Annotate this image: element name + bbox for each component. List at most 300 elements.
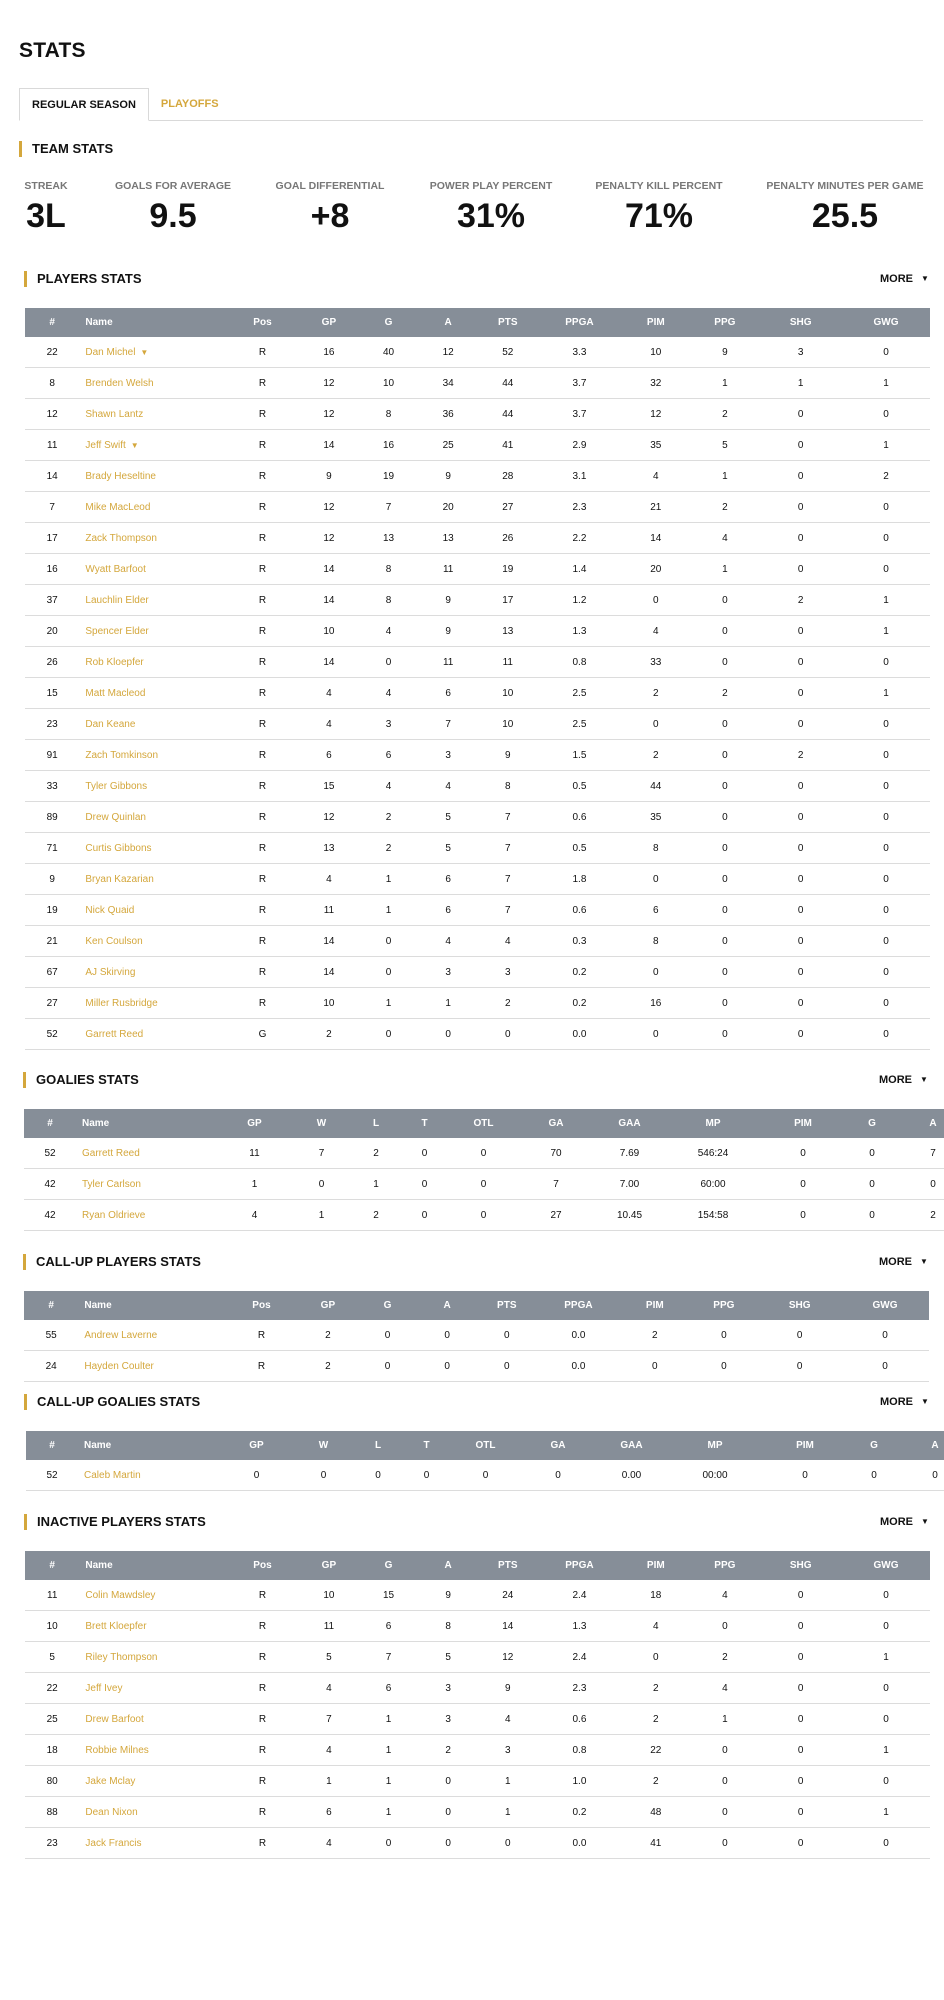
- player-name-link[interactable]: Jeff Ivey: [85, 1682, 123, 1694]
- stat-cell-num: 27: [25, 988, 79, 1019]
- stat-cell-shg: 0: [759, 957, 842, 988]
- column-header[interactable]: #: [24, 1109, 76, 1138]
- table-row: [25, 771, 930, 802]
- player-name-link[interactable]: Garrett Reed: [85, 1028, 144, 1040]
- column-header[interactable]: A: [418, 1551, 478, 1580]
- stat-cell-shg: 0: [759, 1704, 842, 1735]
- player-name-cell: [79, 895, 225, 926]
- stat-cell-pos: R: [226, 988, 299, 1019]
- column-header[interactable]: Name: [79, 1551, 225, 1580]
- stat-cell-pos: R: [226, 957, 299, 988]
- stat-cell-pts: 0: [477, 1351, 537, 1382]
- stat-cell-num: 19: [25, 895, 79, 926]
- stat-cell-pts: 4: [478, 926, 538, 957]
- player-name-link[interactable]: Hayden Coulter: [84, 1360, 154, 1372]
- stat-cell-ppga: 2.9: [538, 430, 622, 461]
- stat-cell-gaa: 7.00: [592, 1169, 667, 1200]
- stat-cell-pim: 2: [621, 1704, 690, 1735]
- table-row: [25, 1704, 930, 1735]
- stat-cell-gp: 11: [299, 895, 359, 926]
- chevron-down-icon: ▼: [921, 1517, 929, 1526]
- column-header[interactable]: PIM: [761, 1431, 849, 1460]
- stat-cell-num: 8: [25, 368, 79, 399]
- column-header[interactable]: MP: [669, 1431, 761, 1460]
- column-header[interactable]: PIM: [621, 1551, 690, 1580]
- player-name-link[interactable]: Shawn Lantz: [85, 408, 144, 420]
- stat-cell-pim: 6: [621, 895, 690, 926]
- stat-cell-g: 10: [359, 368, 419, 399]
- column-header[interactable]: GWG: [842, 308, 930, 337]
- stat-cell-gp: 14: [299, 430, 359, 461]
- stat-cell-ppg: 0: [690, 926, 759, 957]
- stat-cell-pim: 16: [621, 988, 690, 1019]
- column-header[interactable]: A: [418, 308, 478, 337]
- stat-cell-g: 4: [359, 771, 419, 802]
- column-header[interactable]: GAA: [594, 1431, 669, 1460]
- column-header[interactable]: PIM: [621, 308, 690, 337]
- stat-cell-a: 0: [897, 1169, 944, 1200]
- player-name-link[interactable]: Dean Nixon: [85, 1806, 138, 1818]
- player-name-link[interactable]: Brady Heseltine: [85, 470, 156, 482]
- player-name-link[interactable]: Dan Keane: [85, 718, 136, 730]
- stat-cell-otl: 0: [449, 1460, 522, 1491]
- player-name-link[interactable]: Jack Francis: [85, 1837, 142, 1849]
- table-row: [25, 1580, 930, 1611]
- column-header[interactable]: OTL: [447, 1109, 520, 1138]
- stat-cell-pos: R: [226, 585, 299, 616]
- player-name-link[interactable]: Brenden Welsh: [85, 377, 154, 389]
- stat-cell-ppg: 0: [690, 647, 759, 678]
- team-stat-streak: [24, 180, 67, 234]
- stat-cell-t: 0: [404, 1460, 449, 1491]
- stat-cell-gp: 11: [216, 1138, 293, 1169]
- column-header[interactable]: PTS: [478, 1551, 538, 1580]
- team-stat-value: 25.5: [811, 197, 879, 235]
- player-name-link[interactable]: Caleb Martin: [84, 1469, 141, 1481]
- column-header[interactable]: GAA: [592, 1109, 667, 1138]
- player-name-link[interactable]: Drew Quinlan: [85, 811, 146, 823]
- column-header[interactable]: SHG: [758, 1291, 841, 1320]
- stat-cell-g: 4: [359, 678, 419, 709]
- team-stats-title: TEAM STATS: [19, 141, 113, 157]
- stat-cell-ga: 70: [520, 1138, 592, 1169]
- team-stats: [19, 180, 923, 240]
- player-name-link[interactable]: Wyatt Barfoot: [85, 563, 146, 575]
- column-header[interactable]: A: [899, 1431, 944, 1460]
- table-row: [24, 1138, 944, 1169]
- stat-cell-gp: 6: [299, 740, 359, 771]
- stat-cell-pts: 9: [478, 1673, 538, 1704]
- stat-cell-ppg: 2: [690, 492, 759, 523]
- stat-cell-a: 0: [418, 1019, 478, 1050]
- stat-cell-pts: 1: [478, 1766, 538, 1797]
- stat-cell-num: 21: [25, 926, 79, 957]
- stat-cell-pts: 26: [478, 523, 538, 554]
- stat-cell-pim: 21: [621, 492, 690, 523]
- stat-cell-pos: R: [226, 616, 299, 647]
- stat-cell-gp: 14: [299, 647, 359, 678]
- more-label: MORE: [879, 1074, 912, 1086]
- page-title: STATS: [19, 39, 86, 62]
- player-name-link[interactable]: Spencer Elder: [85, 625, 149, 637]
- stat-cell-ppga: 0.6: [538, 1704, 622, 1735]
- column-header[interactable]: Pos: [225, 1291, 298, 1320]
- stat-cell-gp: 0: [218, 1460, 295, 1491]
- callup-players-more-dropdown[interactable]: [879, 1256, 928, 1268]
- stat-cell-pts: 7: [478, 833, 538, 864]
- stat-cell-pos: R: [226, 895, 299, 926]
- stat-cell-ppg: 0: [690, 864, 759, 895]
- player-name-link[interactable]: Zach Tomkinson: [85, 749, 159, 761]
- stat-cell-pos: R: [226, 399, 299, 430]
- stat-cell-g: 0: [358, 1320, 418, 1351]
- stat-cell-ppg: 4: [690, 523, 759, 554]
- table-row: [25, 399, 930, 430]
- column-header[interactable]: L: [350, 1109, 402, 1138]
- stat-cell-ppg: 1: [690, 554, 759, 585]
- column-header[interactable]: W: [295, 1431, 352, 1460]
- player-name-link[interactable]: Jeff Swift: [85, 439, 126, 451]
- stat-cell-g: 6: [359, 740, 419, 771]
- stat-cell-num: 42: [24, 1200, 76, 1231]
- column-header[interactable]: T: [404, 1431, 449, 1460]
- column-header[interactable]: PPG: [690, 308, 759, 337]
- stat-cell-pts: 44: [478, 368, 538, 399]
- player-name-link[interactable]: Brett Kloepfer: [85, 1620, 147, 1632]
- team-stat-label: POWER PLAY PERCENT: [429, 180, 553, 192]
- stat-cell-gwg: 0: [841, 1351, 929, 1382]
- player-name-cell: [79, 988, 225, 1019]
- column-header[interactable]: G: [359, 1551, 419, 1580]
- callup-goalies-stats-title: CALL-UP GOALIES STATS: [24, 1394, 200, 1410]
- column-header[interactable]: PTS: [478, 308, 538, 337]
- table-row: [25, 430, 930, 461]
- player-name-link[interactable]: Riley Thompson: [85, 1651, 158, 1663]
- stat-cell-num: 16: [25, 554, 79, 585]
- stat-cell-pos: R: [226, 492, 299, 523]
- stat-cell-pts: 13: [478, 616, 538, 647]
- stat-cell-gwg: 0: [842, 833, 930, 864]
- stat-cell-g: 1: [359, 1797, 419, 1828]
- inactive-players-more-dropdown[interactable]: [880, 1516, 929, 1528]
- player-name-cell: [79, 1797, 225, 1828]
- stat-cell-g: 4: [359, 616, 419, 647]
- stat-cell-shg: 0: [759, 430, 842, 461]
- table-row: [25, 1797, 930, 1828]
- stat-cell-ppga: 1.3: [538, 616, 622, 647]
- stat-cell-gp: 12: [299, 802, 359, 833]
- column-header[interactable]: GWG: [842, 1551, 930, 1580]
- stat-cell-pim: 44: [621, 771, 690, 802]
- column-header[interactable]: #: [24, 1291, 78, 1320]
- stat-cell-pts: 41: [478, 430, 538, 461]
- player-name-link[interactable]: Tyler Carlson: [82, 1178, 141, 1190]
- stat-cell-pim: 2: [621, 1766, 690, 1797]
- column-header[interactable]: PPG: [690, 1551, 759, 1580]
- stat-cell-pts: 0: [477, 1320, 537, 1351]
- more-label: MORE: [879, 1256, 912, 1268]
- player-name-link[interactable]: Nick Quaid: [85, 904, 135, 916]
- stat-cell-g: 3: [359, 709, 419, 740]
- stat-cell-pts: 8: [478, 771, 538, 802]
- column-header[interactable]: PTS: [477, 1291, 537, 1320]
- player-name-cell: [78, 1351, 224, 1382]
- player-name-link[interactable]: Robbie Milnes: [85, 1744, 149, 1756]
- stat-cell-gp: 6: [299, 1797, 359, 1828]
- player-name-link[interactable]: Andrew Laverne: [84, 1329, 158, 1341]
- stat-cell-pim: 0: [759, 1200, 847, 1231]
- player-name-link[interactable]: Zack Thompson: [85, 532, 157, 544]
- player-name-cell: [79, 523, 225, 554]
- stat-cell-shg: 0: [759, 1580, 842, 1611]
- stat-cell-a: 0: [417, 1320, 477, 1351]
- column-header[interactable]: GA: [522, 1431, 594, 1460]
- stat-cell-pts: 0: [478, 1828, 538, 1859]
- column-header[interactable]: GA: [520, 1109, 592, 1138]
- stat-cell-w: 7: [293, 1138, 350, 1169]
- more-label: MORE: [880, 1396, 913, 1408]
- column-header[interactable]: MP: [667, 1109, 759, 1138]
- stat-cell-gwg: 1: [842, 585, 930, 616]
- stat-cell-gp: 12: [299, 492, 359, 523]
- player-name-link[interactable]: Bryan Kazarian: [85, 873, 154, 885]
- stat-cell-pts: 4: [478, 1704, 538, 1735]
- stat-cell-pts: 52: [478, 337, 538, 368]
- stat-cell-pos: R: [226, 709, 299, 740]
- stat-cell-g: 13: [359, 523, 419, 554]
- stat-cell-pim: 48: [621, 1797, 690, 1828]
- team-stat-value: 9.5: [149, 197, 197, 235]
- stat-cell-ppg: 0: [690, 1797, 759, 1828]
- stat-cell-shg: 0: [759, 895, 842, 926]
- stat-cell-pim: 2: [621, 678, 690, 709]
- player-name-link[interactable]: Mike MacLeod: [85, 501, 151, 513]
- stat-cell-ppg: 0: [690, 1611, 759, 1642]
- stat-cell-g: 1: [359, 1704, 419, 1735]
- player-name-cell: [79, 461, 225, 492]
- stat-cell-num: 26: [25, 647, 79, 678]
- table-row: [25, 957, 930, 988]
- column-header[interactable]: T: [402, 1109, 447, 1138]
- player-name-link[interactable]: Dan Michel: [85, 346, 136, 358]
- column-header[interactable]: A: [897, 1109, 944, 1138]
- column-header[interactable]: PPG: [689, 1291, 758, 1320]
- stat-cell-pim: 0: [621, 1642, 690, 1673]
- stat-cell-a: 11: [418, 554, 478, 585]
- table-row: [25, 616, 930, 647]
- stat-cell-gwg: 0: [841, 1320, 929, 1351]
- stat-cell-gwg: 2: [842, 461, 930, 492]
- goalies-more-dropdown[interactable]: [879, 1074, 928, 1086]
- player-name-link[interactable]: AJ Skirving: [85, 966, 136, 978]
- stat-cell-ppg: 0: [690, 616, 759, 647]
- column-header[interactable]: PIM: [620, 1291, 689, 1320]
- stat-cell-pts: 2: [478, 988, 538, 1019]
- stat-cell-gp: 4: [299, 1828, 359, 1859]
- stat-cell-num: 67: [25, 957, 79, 988]
- column-header[interactable]: L: [352, 1431, 404, 1460]
- column-header[interactable]: Name: [76, 1109, 216, 1138]
- column-header[interactable]: PPGA: [538, 1551, 622, 1580]
- stat-cell-ga: 27: [520, 1200, 592, 1231]
- column-header[interactable]: G: [358, 1291, 418, 1320]
- stat-cell-gp: 9: [299, 461, 359, 492]
- stat-cell-pim: 0: [621, 957, 690, 988]
- table-row: [25, 585, 930, 616]
- stat-cell-pim: 0: [621, 585, 690, 616]
- player-name-link[interactable]: Drew Barfoot: [85, 1713, 144, 1725]
- stat-cell-pim: 0: [621, 709, 690, 740]
- player-name-link[interactable]: Curtis Gibbons: [85, 842, 152, 854]
- column-header[interactable]: GP: [299, 308, 359, 337]
- stat-cell-gp: 4: [299, 709, 359, 740]
- stat-cell-pos: R: [226, 554, 299, 585]
- column-header[interactable]: W: [293, 1109, 350, 1138]
- stat-cell-gwg: 0: [842, 554, 930, 585]
- column-header[interactable]: GWG: [841, 1291, 929, 1320]
- tab-regular-season[interactable]: REGULAR SEASON: [19, 88, 149, 121]
- table-header-row: [25, 1551, 930, 1580]
- player-name-cell: [79, 492, 225, 523]
- column-header[interactable]: Pos: [226, 1551, 299, 1580]
- column-header[interactable]: #: [25, 308, 79, 337]
- stat-cell-a: 1: [418, 988, 478, 1019]
- stat-cell-pos: R: [226, 1828, 299, 1859]
- stat-cell-pos: R: [226, 430, 299, 461]
- stat-cell-ppga: 0.8: [538, 1735, 622, 1766]
- stat-cell-gp: 13: [299, 833, 359, 864]
- chevron-down-icon[interactable]: ▼: [140, 347, 149, 357]
- stat-cell-shg: 0: [758, 1351, 841, 1382]
- column-header[interactable]: G: [359, 308, 419, 337]
- stat-cell-a: 34: [418, 368, 478, 399]
- stat-cell-ppg: 0: [690, 709, 759, 740]
- stat-cell-a: 6: [418, 678, 478, 709]
- table-row: [25, 1735, 930, 1766]
- player-name-link[interactable]: Colin Mawdsley: [85, 1589, 156, 1601]
- stat-cell-w: 0: [293, 1169, 350, 1200]
- stat-cell-pim: 10: [621, 337, 690, 368]
- tab-playoffs[interactable]: PLAYOFFS: [160, 98, 219, 110]
- stat-cell-a: 3: [418, 740, 478, 771]
- table-row: [25, 1642, 930, 1673]
- player-name-link[interactable]: Tyler Gibbons: [85, 780, 148, 792]
- column-header[interactable]: Pos: [226, 308, 299, 337]
- player-name-link[interactable]: Ken Coulson: [85, 935, 143, 947]
- column-header[interactable]: PIM: [759, 1109, 847, 1138]
- stat-cell-gp: 4: [299, 678, 359, 709]
- stat-cell-pts: 28: [478, 461, 538, 492]
- column-header[interactable]: #: [25, 1551, 79, 1580]
- player-name-cell: [79, 368, 225, 399]
- team-stat-penalty-minutes-per-game: [766, 180, 923, 234]
- column-header[interactable]: PPGA: [537, 1291, 621, 1320]
- column-header[interactable]: G: [847, 1109, 897, 1138]
- stat-cell-a: 3: [418, 957, 478, 988]
- stat-cell-ppga: 0.2: [538, 988, 622, 1019]
- more-label: MORE: [880, 1516, 913, 1528]
- stat-cell-gp: 10: [299, 1580, 359, 1611]
- player-name-link[interactable]: Lauchlin Elder: [85, 594, 149, 606]
- column-header[interactable]: A: [417, 1291, 477, 1320]
- stat-cell-ppg: 4: [690, 1673, 759, 1704]
- stat-cell-g: 8: [359, 399, 419, 430]
- stat-cell-num: 22: [25, 337, 79, 368]
- stat-cell-gwg: 0: [842, 1828, 930, 1859]
- goalies-stats-title: GOALIES STATS: [23, 1072, 139, 1088]
- stat-cell-shg: 0: [759, 771, 842, 802]
- player-name-link[interactable]: Rob Kloepfer: [85, 656, 144, 668]
- stat-cell-num: 17: [25, 523, 79, 554]
- stat-cell-otl: 0: [447, 1200, 520, 1231]
- table-header-row: [25, 308, 930, 337]
- stat-cell-ppga: 1.3: [538, 1611, 622, 1642]
- column-header[interactable]: #: [26, 1431, 78, 1460]
- stat-cell-ppg: 0: [690, 771, 759, 802]
- callup-goalies-more-dropdown[interactable]: [880, 1396, 929, 1408]
- player-name-cell: [79, 957, 225, 988]
- column-header[interactable]: Name: [78, 1431, 218, 1460]
- stat-cell-gwg: 1: [842, 368, 930, 399]
- stat-cell-num: 7: [25, 492, 79, 523]
- chevron-down-icon: ▼: [921, 274, 929, 283]
- stat-cell-ppga: 0.5: [538, 771, 622, 802]
- stat-cell-shg: 0: [758, 1320, 841, 1351]
- player-name-link[interactable]: Matt Macleod: [85, 687, 146, 699]
- column-header[interactable]: Name: [79, 308, 225, 337]
- column-header[interactable]: G: [849, 1431, 899, 1460]
- stat-cell-shg: 0: [759, 709, 842, 740]
- column-header[interactable]: SHG: [759, 1551, 842, 1580]
- player-name-link[interactable]: Jake Mclay: [85, 1775, 136, 1787]
- players-more-dropdown[interactable]: [880, 273, 929, 285]
- stat-cell-a: 8: [418, 1611, 478, 1642]
- column-header[interactable]: GP: [216, 1109, 293, 1138]
- chevron-down-icon[interactable]: ▼: [130, 440, 139, 450]
- table-row: [25, 337, 930, 368]
- stat-cell-shg: 0: [759, 988, 842, 1019]
- stat-cell-shg: 0: [759, 616, 842, 647]
- stat-cell-t: 0: [402, 1169, 447, 1200]
- stat-cell-l: 2: [350, 1200, 402, 1231]
- column-header[interactable]: OTL: [449, 1431, 522, 1460]
- table-row: [25, 833, 930, 864]
- stat-cell-pos: R: [226, 740, 299, 771]
- column-header[interactable]: PPGA: [538, 308, 622, 337]
- stat-cell-shg: 0: [759, 554, 842, 585]
- column-header[interactable]: GP: [298, 1291, 358, 1320]
- stat-cell-shg: 0: [759, 833, 842, 864]
- player-name-link[interactable]: Miller Rusbridge: [85, 997, 158, 1009]
- stat-cell-ppga: 0.6: [538, 895, 622, 926]
- stat-cell-gwg: 0: [842, 1580, 930, 1611]
- stat-cell-a: 5: [418, 1642, 478, 1673]
- callup-players-stats-title: CALL-UP PLAYERS STATS: [23, 1254, 201, 1270]
- stat-cell-g: 0: [847, 1169, 897, 1200]
- stat-cell-ppg: 1: [690, 1704, 759, 1735]
- player-name-link[interactable]: Ryan Oldrieve: [82, 1209, 146, 1221]
- column-header[interactable]: Name: [78, 1291, 224, 1320]
- player-name-cell: [79, 337, 225, 368]
- column-header[interactable]: SHG: [759, 308, 842, 337]
- table-row: [25, 1828, 930, 1859]
- table-row: [25, 988, 930, 1019]
- column-header[interactable]: GP: [299, 1551, 359, 1580]
- player-name-link[interactable]: Garrett Reed: [82, 1147, 140, 1159]
- stat-cell-g: 2: [359, 802, 419, 833]
- stat-cell-pts: 7: [478, 864, 538, 895]
- column-header[interactable]: GP: [218, 1431, 295, 1460]
